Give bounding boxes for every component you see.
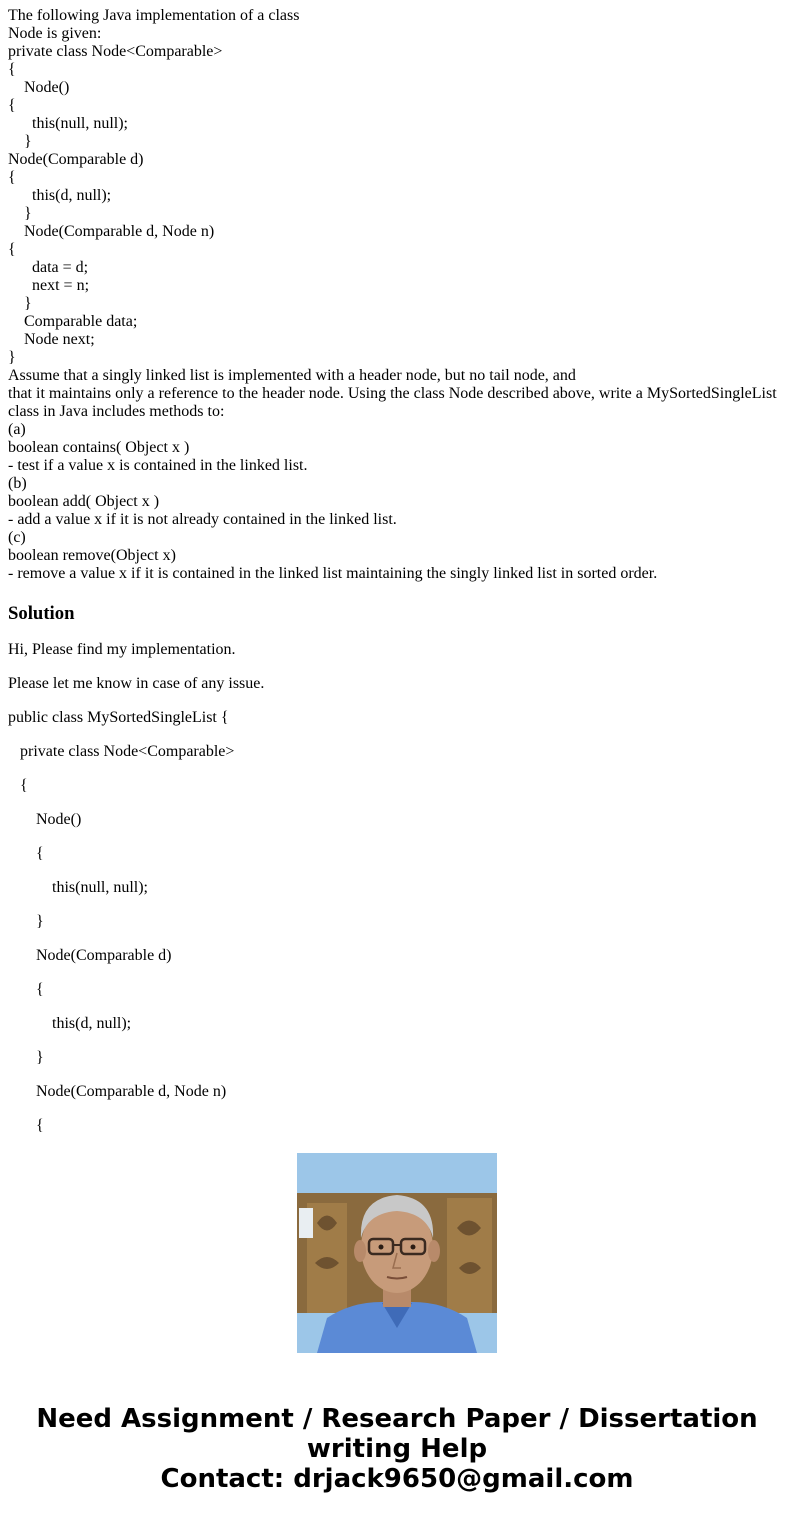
- question-line: boolean add( Object x ): [8, 493, 160, 510]
- question-line: Node(Comparable d, Node n): [8, 223, 215, 240]
- question-line: next = n;: [8, 277, 90, 294]
- solution-paragraph: {: [8, 845, 44, 862]
- solution-body: [8, 641, 788, 1134]
- solution-paragraph: {: [8, 981, 44, 998]
- solution-paragraph: }: [8, 913, 44, 930]
- solution-paragraph: Node(Comparable d): [8, 947, 172, 964]
- question-line: private class Node<Comparable>: [8, 43, 223, 60]
- question-line: boolean contains( Object x ): [8, 439, 190, 456]
- question-text: [8, 7, 788, 583]
- question-line: boolean remove(Object x): [8, 547, 176, 564]
- question-line: {: [8, 97, 16, 114]
- question-line: (c): [8, 529, 26, 546]
- question-line: - remove a value x if it is contained in the linked list maintaining the singly linked list in sorted order.: [8, 565, 658, 582]
- author-photo: [297, 1153, 497, 1353]
- solution-paragraph: this(d, null);: [8, 1015, 132, 1032]
- solution-heading: Solution: [8, 603, 75, 624]
- solution-paragraph: Node(Comparable d, Node n): [8, 1083, 227, 1100]
- solution-paragraph: Node(): [8, 811, 82, 828]
- solution-paragraph: {: [8, 1117, 44, 1134]
- question-line: - add a value x if it is not already contained in the linked list.: [8, 511, 397, 528]
- question-line: The following Java implementation of a class: [8, 7, 300, 24]
- question-line: }: [8, 295, 32, 312]
- solution-paragraph: }: [8, 1049, 44, 1066]
- solution-paragraph: public class MySortedSingleList {: [8, 709, 229, 726]
- author-avatar: [297, 1153, 497, 1353]
- question-line: this(null, null);: [8, 115, 128, 132]
- question-line: Node is given:: [8, 25, 102, 42]
- solution-paragraph: private class Node<Comparable>: [8, 743, 235, 760]
- question-line: {: [8, 169, 16, 186]
- question-line: (a): [8, 421, 26, 438]
- promo-line: writing Help: [306, 1434, 488, 1464]
- solution-paragraph: this(null, null);: [8, 879, 148, 896]
- question-line: }: [8, 205, 32, 222]
- question-line: data = d;: [8, 259, 89, 276]
- question-line: }: [8, 349, 16, 366]
- question-line: - test if a value x is contained in the linked list.: [8, 457, 308, 474]
- question-line: }: [8, 133, 32, 150]
- question-line: Node next;: [8, 331, 95, 348]
- promo-contact: Contact: drjack9650@gmail.com: [160, 1464, 634, 1494]
- question-line: Comparable data;: [8, 313, 138, 330]
- question-line: {: [8, 61, 16, 78]
- solution-paragraph: Hi, Please find my implementation.: [8, 641, 236, 658]
- solution-paragraph: {: [8, 777, 28, 794]
- promo-banner: [0, 1404, 794, 1494]
- question-line: that it maintains only a reference to the header node. Using the class Node described above, write a MySortedSingleList: [8, 385, 777, 402]
- question-line: Node(Comparable d): [8, 151, 144, 168]
- promo-line: Need Assignment / Research Paper / Dissertation: [36, 1404, 758, 1434]
- question-line: class in Java includes methods to:: [8, 403, 225, 420]
- question-line: {: [8, 241, 16, 258]
- question-line: (b): [8, 475, 27, 492]
- solution-paragraph: Please let me know in case of any issue.: [8, 675, 265, 692]
- question-line: Assume that a singly linked list is implemented with a header node, but no tail node, and: [8, 367, 576, 384]
- question-line: Node(): [8, 79, 70, 96]
- question-line: this(d, null);: [8, 187, 112, 204]
